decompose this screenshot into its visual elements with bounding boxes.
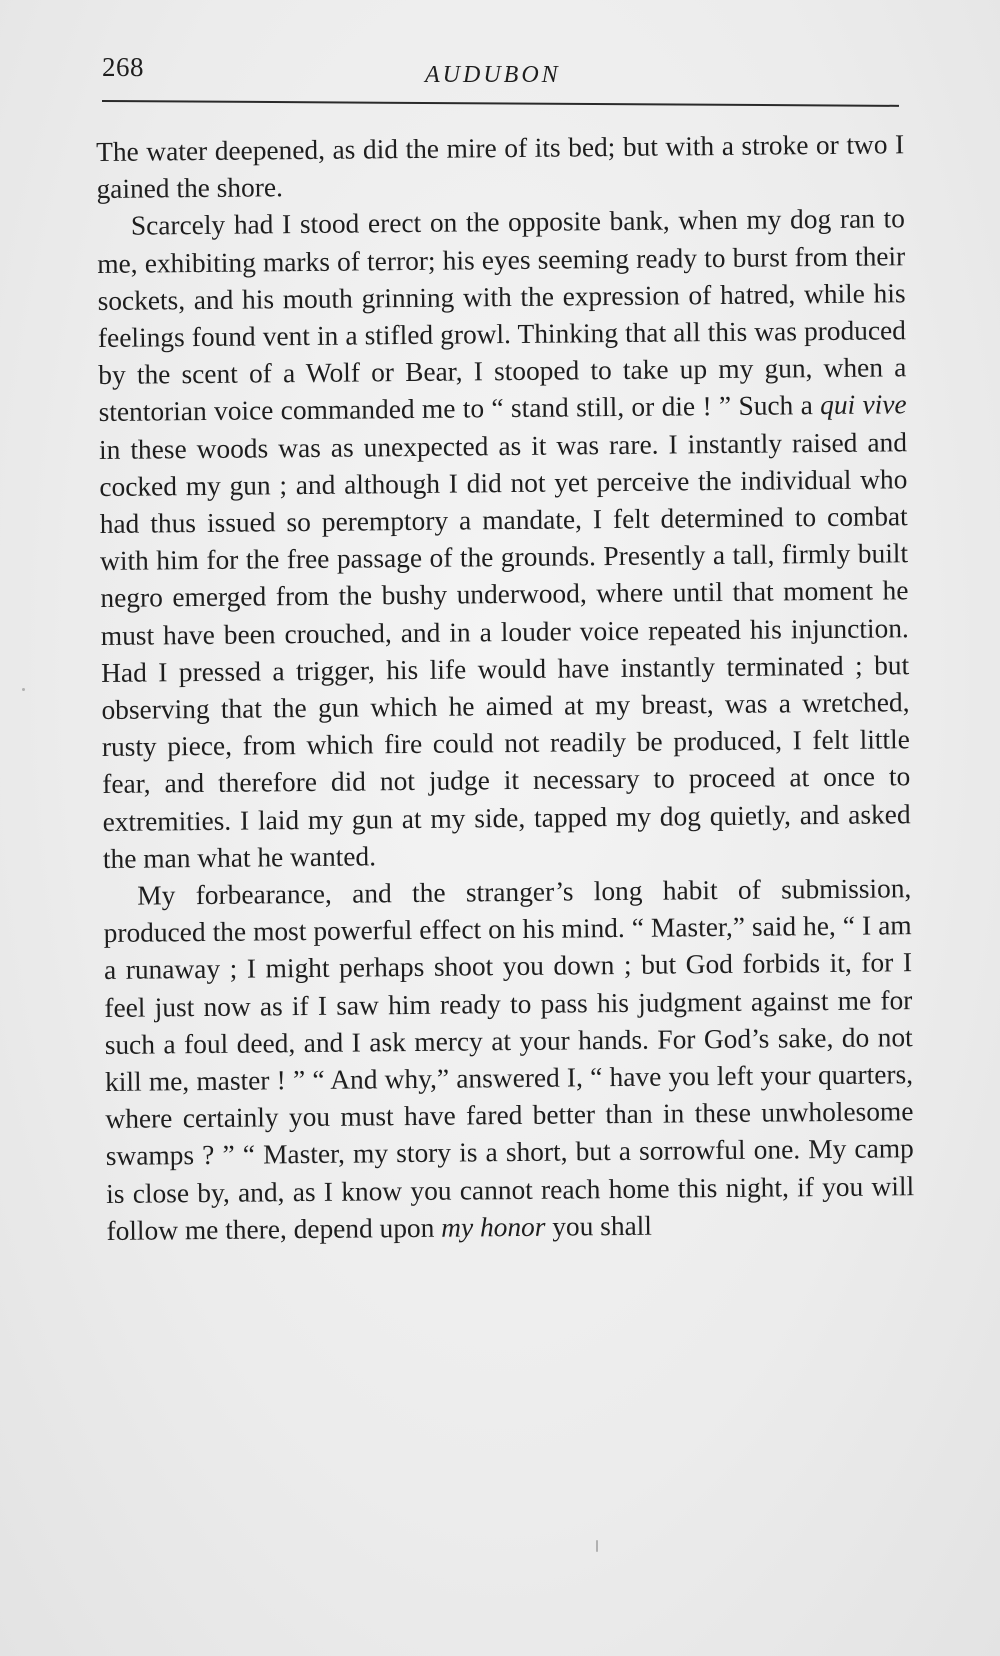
paragraph-2 [97, 201, 911, 878]
paragraph-1: The water deepened, as did the mire of its bed; but with a stroke or two I gained the shore. [96, 129, 905, 205]
paragraph-2-text-a: Scarcely had I stood erect on the opposite bank, when my dog ran to me, exhibiting marks of terror; his eyes seeming ready to burst from their sockets, and his mouth grinning with the expression of hatred, while his feelings found vent in a stifled growl. Thinking that all this was produced by the scent of a Wolf or Bear, I stooped to take up my gun, when a stentorian voice commanded me to “ stand still, or die ! ” Such a [97, 203, 907, 428]
body-text [96, 126, 915, 1250]
paragraph-3 [103, 870, 915, 1250]
running-head: AUDUBON [425, 62, 561, 88]
paragraph-3-text-a: My forbearance, and the stranger’s long habit of submission, produced the most powerful effect on his mind. “ Master,” said he, “ I am a runaway ; I might perhaps shoot you down ; but God forbids it, for I feel just now as if I saw him ready to pass his judgment against me for such a foul deed, and I ask mercy at your hands. For God’s sake, do not kill me, master ! ” “ And why,” answered I, “ have you left your quarters, where certainly you must have fared better than in these unwholesome swamps ? ” “ Master, my story is a short, but a sorrowful one. My camp is close by, and, as I know you cannot reach home this night, if you will follow me there, depend upon [103, 873, 915, 1246]
italic-phrase: qui vive [820, 389, 907, 421]
paragraph-3-text-b: you shall [545, 1210, 653, 1242]
page-number: 268 [102, 52, 144, 82]
paragraph-2-text-b: in these woods was as unexpected as it was rare. I instantly raised and cocked my gun ; and although I did not yet perceive the individual who had thus issued so peremptory a mandate, I felt determined to combat with him for the free passage of the grounds. Presently a tall, firmly built negro emerged from the bushy underwood, where until that moment he must have been crouched, and in a louder voice repeated his injunction. Had I pressed a trigger, his life would have instantly terminated ; but observing that the gun which he aimed at my breast, was a wretched, rusty piece, from which fire could not readily be produced, I felt little fear, and therefore did not judge it necessary to proceed at once to extremities. I laid my gun at my side, tapped my dog quietly, and asked the man what he wanted. [98, 426, 911, 874]
header-rule [102, 100, 899, 107]
italic-phrase: my honor [441, 1211, 546, 1243]
paper-speck [22, 688, 25, 691]
paper-speck [596, 1540, 598, 1552]
